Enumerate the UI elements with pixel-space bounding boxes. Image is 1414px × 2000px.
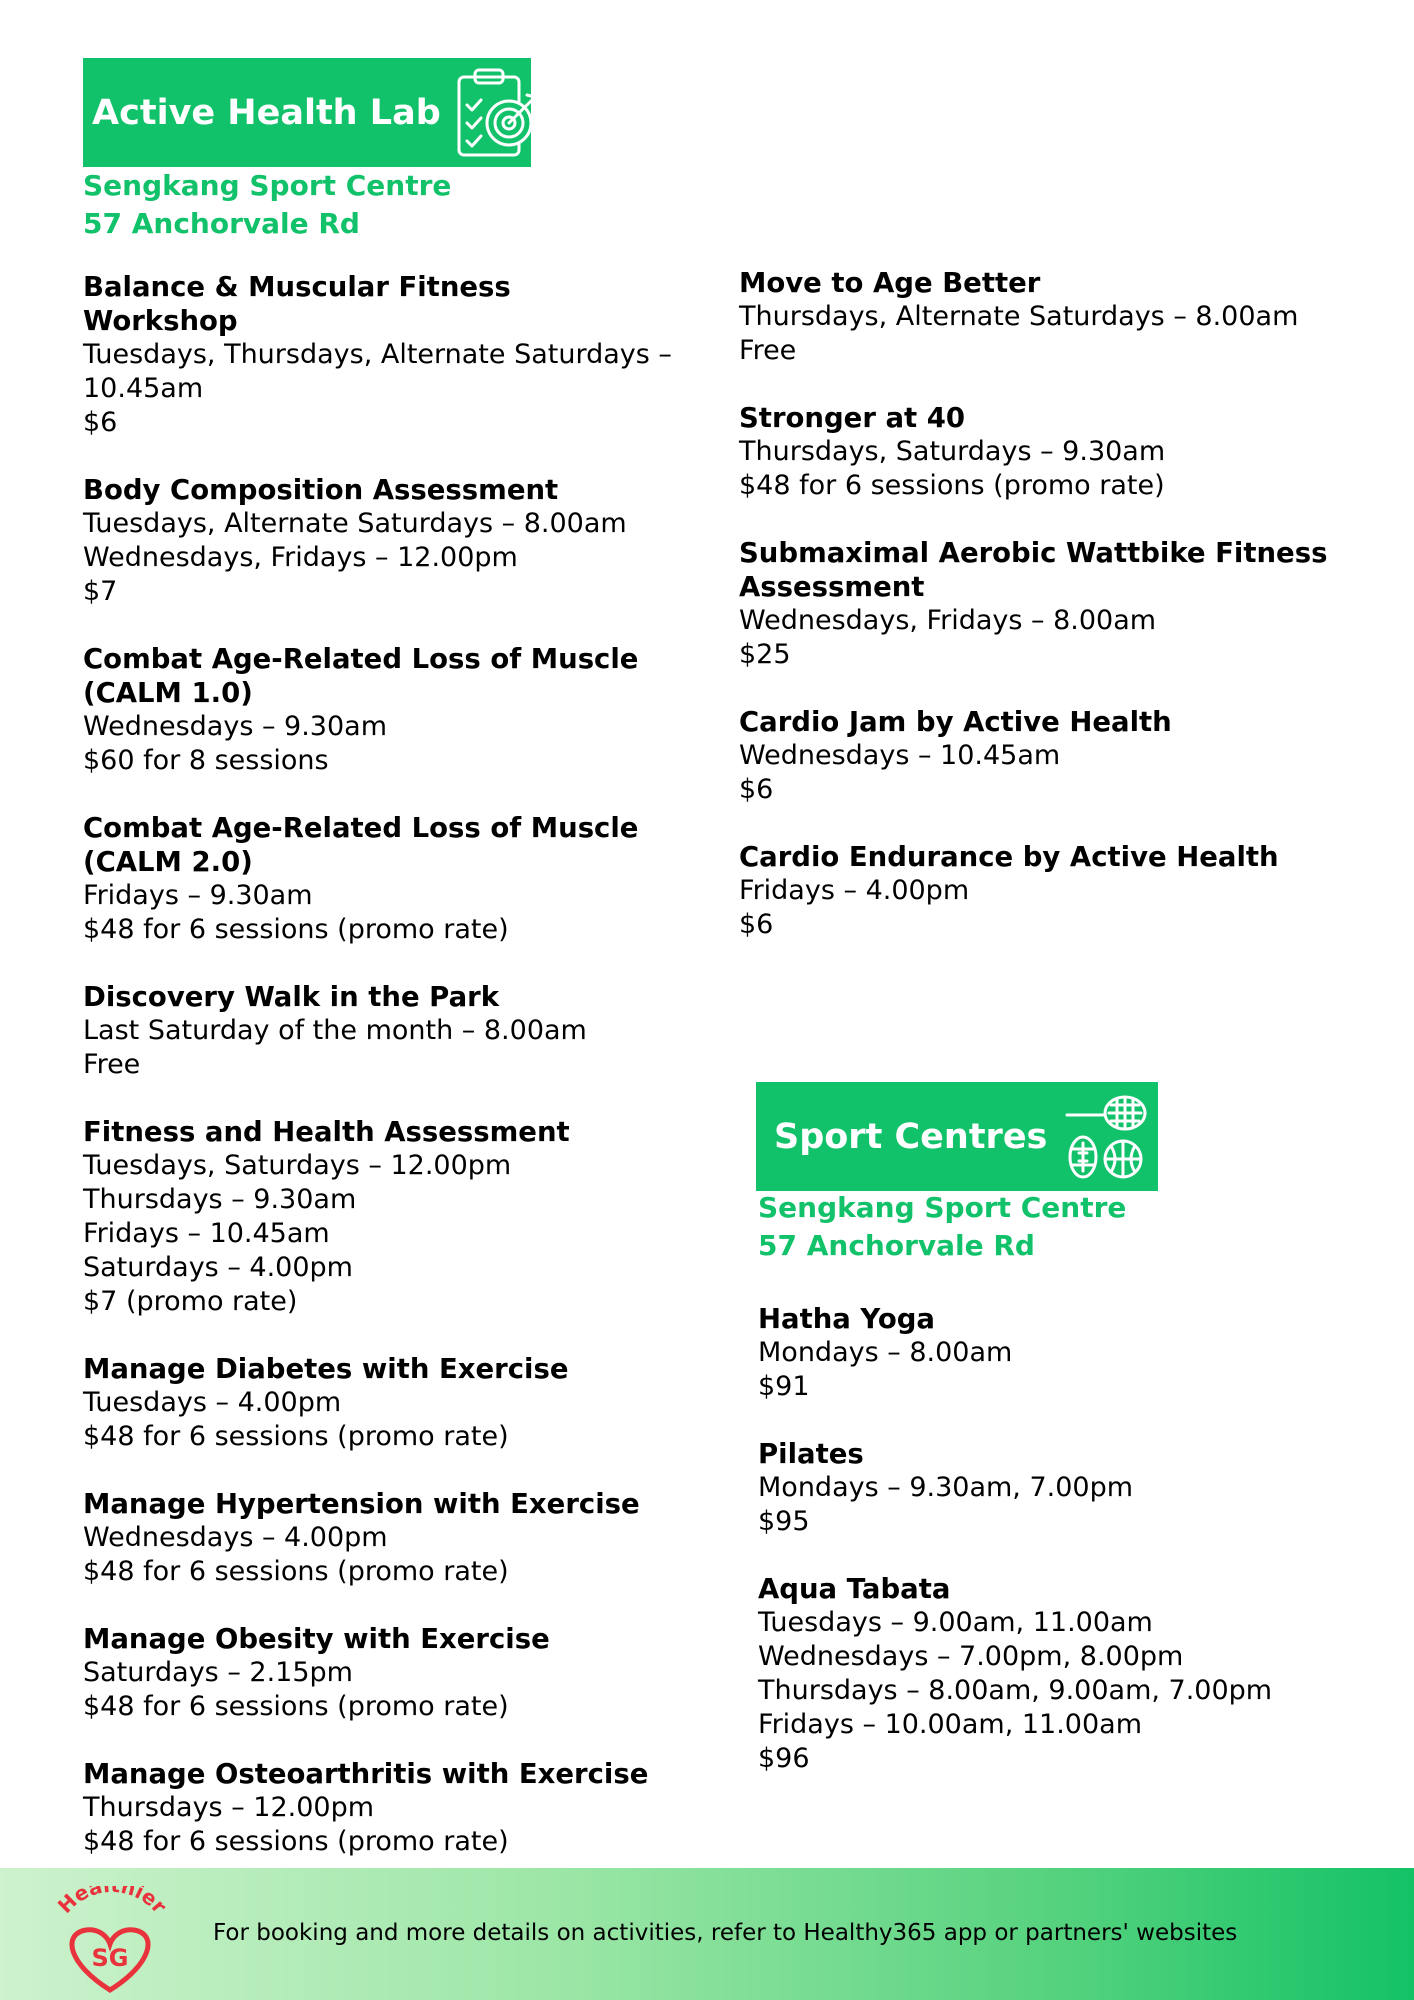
activity-title: Manage Diabetes with Exercise — [83, 1353, 569, 1385]
activity-detail: Thursdays – 12.00pm — [83, 1792, 375, 1823]
activity-detail: Thursdays – 8.00am, 9.00am, 7.00pm — [758, 1675, 1273, 1706]
activity-detail: $6 — [83, 407, 118, 438]
activity-detail: $7 (promo rate) — [83, 1286, 298, 1317]
sport-centres-title: Sport Centres — [774, 1116, 1048, 1157]
activity-item — [739, 705, 1359, 807]
activity-title: Balance & Muscular Fitness Workshop — [83, 271, 511, 337]
activity-detail: Tuesdays – 9.00am, 11.00am — [758, 1607, 1153, 1638]
activity-detail: Wednesdays – 9.30am — [83, 711, 388, 742]
activity-detail: $48 for 6 sessions (promo rate) — [739, 470, 1165, 501]
healthier-sg-logo — [48, 1886, 178, 1996]
right-activity-list — [739, 266, 1359, 975]
activity-detail: $60 for 8 sessions — [83, 745, 329, 776]
footer-booking-note: For booking and more details on activities, refer to Healthy365 app or partners' websites — [213, 1920, 1238, 1946]
logo-text-inner: SG — [91, 1944, 129, 1972]
location-name: Sengkang Sport Centre — [758, 1191, 1127, 1224]
left-activity-list — [83, 270, 673, 1892]
active-health-location — [83, 167, 451, 243]
activity-item — [83, 1352, 673, 1454]
activity-detail: Fridays – 4.00pm — [739, 875, 970, 906]
activity-item — [758, 1572, 1358, 1776]
sport-centres-activity-list — [758, 1302, 1358, 1809]
activity-detail: 10.45am — [83, 373, 204, 404]
activity-detail: Wednesdays – 4.00pm — [83, 1522, 388, 1553]
activity-title: Body Composition Assessment — [83, 474, 559, 506]
activity-item — [739, 401, 1359, 503]
sport-centres-banner — [756, 1082, 1158, 1191]
activity-detail: $6 — [739, 909, 774, 940]
activity-item — [758, 1302, 1358, 1404]
activity-item — [83, 1757, 673, 1859]
activity-detail: Thursdays, Alternate Saturdays – 8.00am — [739, 301, 1299, 332]
activity-detail: Mondays – 8.00am — [758, 1337, 1013, 1368]
sports-balls-icon — [1061, 1091, 1151, 1183]
activity-detail: $48 for 6 sessions (promo rate) — [83, 1826, 509, 1857]
activity-item — [739, 536, 1359, 672]
activity-item — [83, 980, 673, 1082]
activity-detail: $48 for 6 sessions (promo rate) — [83, 1556, 509, 1587]
svg-text:Healthier — [53, 1886, 172, 1918]
activity-detail: $7 — [83, 576, 118, 607]
logo-text-top: Hea hier — [52, 1886, 172, 1919]
activity-title: Submaximal Aerobic Wattbike Fitness Assessment — [739, 537, 1328, 603]
activity-title: Move to Age Better — [739, 267, 1041, 299]
activity-detail: Wednesdays, Fridays – 12.00pm — [83, 542, 518, 573]
footer-bar — [0, 1868, 1414, 2000]
activity-detail: Fridays – 10.45am — [83, 1218, 330, 1249]
active-health-lab-title: Active Health Lab — [92, 92, 441, 133]
activity-detail: Wednesdays – 10.45am — [739, 740, 1061, 771]
activity-detail: Mondays – 9.30am, 7.00pm — [758, 1472, 1134, 1503]
activity-title: Cardio Endurance by Active Health — [739, 841, 1279, 873]
activity-detail: $48 for 6 sessions (promo rate) — [83, 914, 509, 945]
activity-detail: $95 — [758, 1506, 810, 1537]
activity-item — [83, 1487, 673, 1589]
activity-item — [83, 473, 673, 609]
activity-title: Manage Obesity with Exercise — [83, 1623, 550, 1655]
activity-detail: Wednesdays, Fridays – 8.00am — [739, 605, 1157, 636]
activity-title: Manage Osteoarthritis with Exercise — [83, 1758, 649, 1790]
activity-detail: Free — [739, 335, 797, 366]
active-health-lab-banner — [83, 58, 531, 167]
activity-detail: Tuesdays, Alternate Saturdays – 8.00am — [83, 508, 627, 539]
activity-detail: Fridays – 9.30am — [83, 880, 313, 911]
activity-item — [83, 1622, 673, 1724]
activity-item — [83, 811, 673, 947]
activity-detail: Thursdays, Saturdays – 9.30am — [739, 436, 1166, 467]
activity-detail: Last Saturday of the month – 8.00am — [83, 1015, 587, 1046]
activity-detail: Tuesdays, Saturdays – 12.00pm — [83, 1150, 512, 1181]
activity-item — [83, 1115, 673, 1319]
activity-detail: Tuesdays – 4.00pm — [83, 1387, 342, 1418]
activity-detail: $96 — [758, 1743, 810, 1774]
activity-item — [83, 642, 673, 778]
activity-detail: $91 — [758, 1371, 810, 1402]
sport-centres-location — [758, 1189, 1126, 1265]
location-address: 57 Anchorvale Rd — [758, 1229, 1035, 1262]
activity-item — [83, 270, 673, 440]
activity-detail: Tuesdays, Thursdays, Alternate Saturdays – — [83, 339, 672, 370]
activity-title: Hatha Yoga — [758, 1303, 935, 1335]
activity-title: Combat Age-Related Loss of Muscle (CALM 2.0) — [83, 812, 639, 878]
location-address: 57 Anchorvale Rd — [83, 207, 360, 240]
activity-title: Fitness and Health Assessment — [83, 1116, 570, 1148]
activity-detail: Fridays – 10.00am, 11.00am — [758, 1709, 1143, 1740]
activity-detail: $48 for 6 sessions (promo rate) — [83, 1691, 509, 1722]
activity-item — [758, 1437, 1358, 1539]
activity-title: Combat Age-Related Loss of Muscle (CALM 1.0) — [83, 643, 639, 709]
activity-detail: Wednesdays – 7.00pm, 8.00pm — [758, 1641, 1184, 1672]
activity-title: Manage Hypertension with Exercise — [83, 1488, 640, 1520]
activity-detail: Saturdays – 4.00pm — [83, 1252, 353, 1283]
activity-title: Discovery Walk in the Park — [83, 981, 500, 1013]
activity-detail: $48 for 6 sessions (promo rate) — [83, 1421, 509, 1452]
clipboard-target-icon — [455, 67, 541, 159]
activity-title: Pilates — [758, 1438, 864, 1470]
activity-item — [739, 266, 1359, 368]
location-name: Sengkang Sport Centre — [83, 169, 452, 202]
activity-detail: $25 — [739, 639, 791, 670]
activity-detail: Thursdays – 9.30am — [83, 1184, 357, 1215]
activity-detail: Saturdays – 2.15pm — [83, 1657, 353, 1688]
activity-title: Cardio Jam by Active Health — [739, 706, 1172, 738]
activity-detail: $6 — [739, 774, 774, 805]
activity-title: Aqua Tabata — [758, 1573, 951, 1605]
activity-item — [739, 840, 1359, 942]
activity-title: Stronger at 40 — [739, 402, 966, 434]
activity-detail: Free — [83, 1049, 141, 1080]
